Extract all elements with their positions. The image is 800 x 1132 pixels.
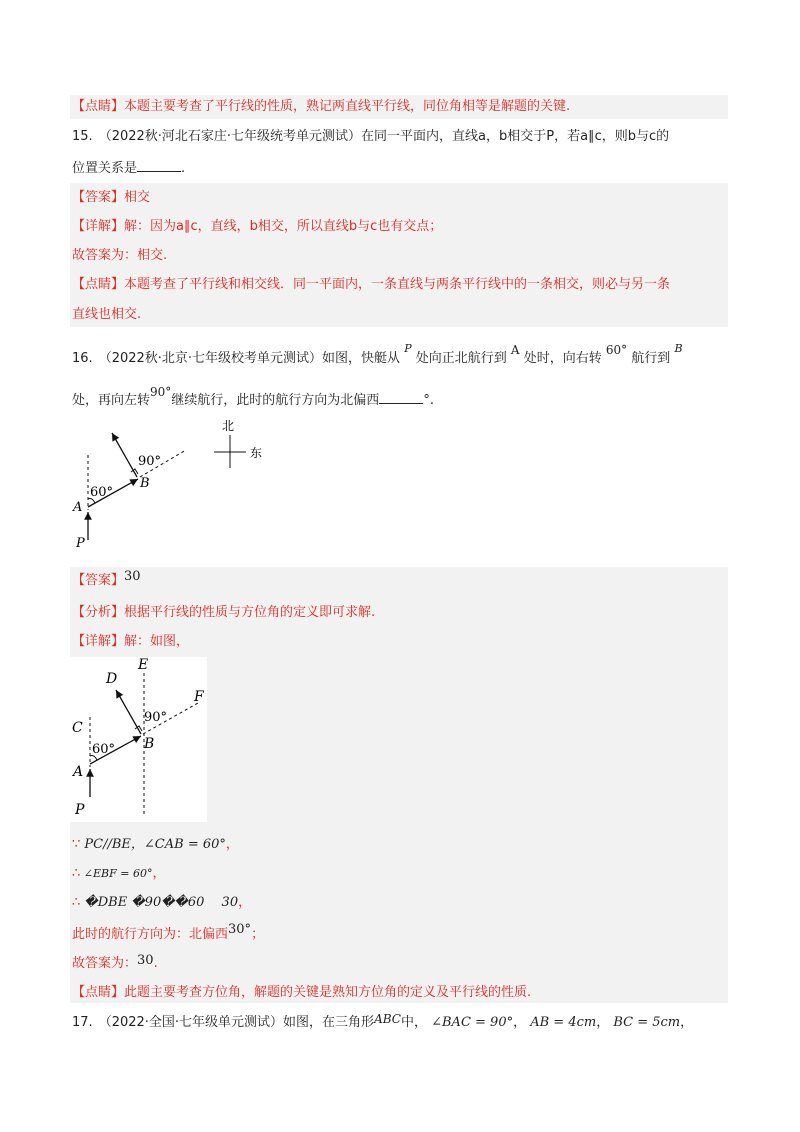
angle-label-90: 90°: [144, 710, 168, 725]
q16-tip: [72, 983, 531, 1003]
stem-text: 位置关系是: [72, 161, 138, 176]
analysis-text: 根据平行线的性质与方位角的定义即可求解.: [124, 605, 376, 620]
detail-tag: 【详解】: [72, 634, 125, 649]
point-d-label: D: [106, 671, 118, 687]
point-c-label: C: [72, 720, 83, 736]
answer-tag: 【答案】: [72, 190, 125, 205]
q15-solution-band: [70, 183, 728, 327]
stem-punct: °.: [423, 393, 434, 408]
point-label: A: [510, 343, 520, 357]
condition-math: ∠BAC = 90°: [431, 1015, 514, 1030]
tip-tag: 【点睛】: [72, 985, 125, 1000]
point-label: B: [674, 342, 683, 355]
tip-text: 此题主要考查方位角，解题的关键是熟知方位角的定义及平行线的性质.: [124, 985, 532, 1000]
q16-figure: [68, 415, 283, 555]
q16-conclusion: 故答案为：30.: [72, 953, 158, 971]
point-p-label: P: [75, 802, 85, 818]
tip-text: 本题考查了平行线和相交线．同一平面内，一条直线与两条平行线中的一条相交，则必与另一条: [124, 277, 671, 292]
q16-result: [72, 922, 265, 945]
therefore-symbol: ∴: [72, 866, 81, 881]
question-number: 17.: [72, 1015, 93, 1030]
stem-text: 在同一平面内，直线a，b相交于P，若a∥c，则b与c的: [361, 129, 670, 144]
angle-value: 90°: [150, 385, 172, 399]
stem-text: 处，再向左转: [72, 393, 151, 408]
question-source: （2022·全国·七年级单元测试）: [98, 1015, 284, 1030]
stem-text: 继续航行，此时的航行方向为北偏西: [171, 393, 380, 408]
tip-text: 直线也相交.: [72, 307, 142, 322]
q15-stem-line2: [72, 157, 185, 179]
point-a-label: A: [73, 764, 84, 780]
stem-text: 处向正北航行到: [415, 351, 507, 366]
because-symbol: ∵: [72, 837, 81, 852]
triangle-name: ABC: [374, 1012, 401, 1026]
compass-east-label: 东: [250, 446, 263, 460]
tip-tag: 【点睛】: [72, 99, 125, 114]
conclusion-value: 30: [137, 953, 154, 968]
result-punct: ；: [251, 927, 265, 942]
condition-math: AB = 4cm: [530, 1015, 597, 1030]
stem-text: 中，: [400, 1015, 427, 1030]
answer-tag: 【答案】: [72, 573, 125, 588]
condition-math: BC = 5cm: [613, 1015, 681, 1030]
angle-value: 60°: [605, 343, 628, 357]
q16-step3: ∴ �DBE �90��60 30，: [72, 895, 252, 910]
q17-stem: 17. （2022·全国·七年级单元测试）如图，在三角形ABC中， ∠BAC = 90°， AB = 4cm， BC = 5cm，: [72, 1012, 694, 1030]
q15-conclusion: [72, 246, 167, 266]
q16-solution-figure: [70, 657, 207, 822]
therefore-symbol: ∴: [72, 895, 81, 910]
conclusion-text: 故答案为：相交.: [72, 248, 168, 263]
stem-text: 航行到: [631, 351, 671, 366]
result-text: 此时的航行方向为：北偏西: [72, 927, 229, 942]
step-math: �DBE �90��60 30: [84, 895, 239, 910]
point-p-label: P: [76, 536, 85, 551]
compass-north-label: 北: [222, 419, 235, 433]
tip-tag: 【点睛】: [72, 277, 125, 292]
point-a-label: A: [73, 500, 83, 515]
stem-text: 如图，在三角形: [283, 1015, 375, 1030]
point-e-label: E: [138, 657, 149, 673]
stem-text: 如图，快艇从: [322, 351, 401, 366]
detail-tag: 【详解】: [72, 219, 125, 234]
q15-answer: [72, 188, 150, 208]
q15-detail: [72, 217, 442, 237]
conclusion-text: 故答案为：: [72, 956, 138, 971]
step-math: ∠EBF = 60°: [83, 867, 153, 880]
answer-blank: [379, 389, 423, 404]
q16-stem-line1: [72, 342, 683, 369]
analysis-tag: 【分析】: [72, 605, 125, 620]
stem-punct: .: [181, 161, 186, 176]
question-source: （2022秋·河北石家庄·七年级统考单元测试）: [98, 129, 362, 144]
point-b-label: B: [144, 736, 155, 752]
question-source: （2022秋·北京·七年级校考单元测试）: [98, 351, 323, 366]
q16-step2: ∴ ∠EBF = 60°，: [72, 866, 166, 881]
point-f-label: F: [194, 689, 204, 705]
point-label: P: [404, 342, 412, 355]
q16-step1: ∵ PC//BE，∠CAB = 60°，: [72, 837, 239, 852]
q14-tip: [72, 97, 570, 117]
q16-analysis: [72, 603, 375, 623]
question-number: 16.: [72, 351, 93, 366]
q16-stem-line2: [72, 385, 434, 411]
stem-text: 处时，向右转: [523, 351, 602, 366]
detail-text: 解：因为a∥c，直线，b相交，所以直线b与c也有交点；: [124, 219, 443, 234]
question-number: 15.: [72, 129, 93, 144]
angle-label-60: 60°: [90, 485, 114, 500]
answer-text: 相交: [124, 190, 151, 205]
q15-tip-line2: [72, 305, 141, 325]
q15-stem-line1: [72, 127, 669, 147]
angle-label-90: 90°: [138, 454, 162, 469]
detail-text: 解：如图，: [124, 634, 190, 649]
q16-answer: [72, 571, 141, 591]
angle-label-60: 60°: [92, 742, 116, 757]
result-value: 30°: [228, 922, 252, 937]
step-math: PC//BE，∠CAB = 60°: [84, 837, 226, 852]
answer-value: 30: [124, 569, 141, 584]
tip-text: 本题主要考查了平行线的性质，熟记两直线平行线，同位角相等是解题的关键.: [124, 99, 571, 114]
answer-blank: [137, 157, 181, 172]
point-b-label: B: [140, 476, 150, 491]
q16-detail: [72, 632, 189, 652]
q15-tip-line1: [72, 275, 670, 295]
